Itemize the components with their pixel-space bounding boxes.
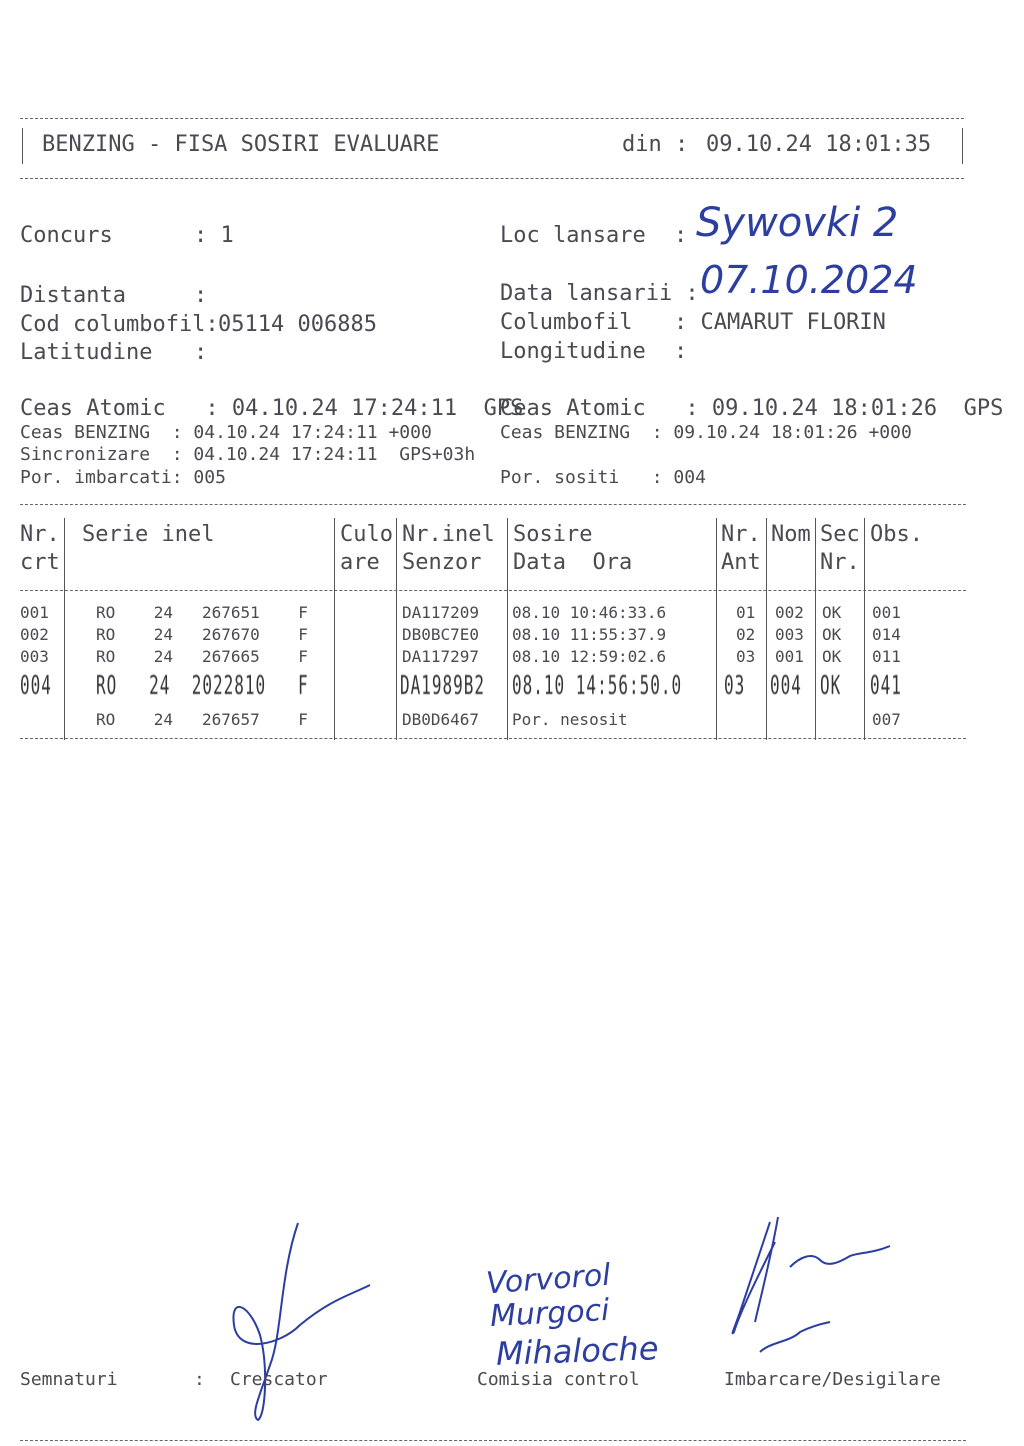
col-sep [716,518,717,740]
row-senzor: DB0BC7E0 [402,625,480,644]
col-sosire-header-2: Data Ora [513,550,633,575]
commission-name-2: Murgoci [489,1292,611,1335]
document-title: BENZING - FISA SOSIRI EVALUARE [42,132,440,157]
col-serie-header: Serie inel [82,522,215,547]
row-ant: 02 [736,625,756,644]
table-top-rule [20,504,966,505]
cod-columbofil-value: 05114 006885 [218,312,377,337]
sincronizare: Sincronizare : 04.10.24 17:24:11 GPS+03h [20,444,476,465]
col-inel-header-1: Nr.inel [402,522,495,547]
col-sep [334,518,335,740]
header-left-border [22,128,23,164]
col-sep [864,518,865,740]
row-obs: 007 [872,710,901,729]
table-bottom-rule [20,738,966,739]
header-bottom-rule [20,178,964,179]
row-ant: 01 [736,603,756,622]
row-senzor: DA117209 [402,603,480,622]
row-sec: OK [822,603,842,622]
longitudine-value: : [674,339,688,364]
col-ant-header-1: Nr. [721,522,761,547]
row-nr: 002 [20,625,49,644]
row-ant: 03 [724,669,746,701]
ceas-atomic-end: Ceas Atomic : 09.10.24 18:01:26 GPS [500,396,1004,421]
row-sosire: 08.10 14:56:50.0 [512,669,683,701]
header-right-border [962,128,963,164]
columbofil-value: : CAMARUT FLORIN [674,310,886,335]
col-nr-header-2: crt [20,550,60,575]
columbofil-label: Columbofil [500,310,633,335]
imbarcare-label: Imbarcare/Desigilare [724,1369,941,1390]
col-inel-header-2: Senzor [402,550,482,575]
latitudine-value: : [194,340,208,365]
row-ant: 03 [736,647,756,666]
porumbei-imbarcati: Por. imbarcati: 005 [20,467,226,488]
commission-name-1: Vorvorol [484,1257,612,1302]
loc-lansare-label: Loc lansare [500,223,646,248]
table-header-rule [20,590,966,591]
row-nr: 001 [20,603,49,622]
row-nr: 003 [20,647,49,666]
header-top-rule [20,118,964,119]
crescator-label: Crescator [230,1369,328,1390]
din-label: din : [622,132,689,157]
footer-rule [20,1440,966,1441]
row-sec: OK [822,647,842,666]
crescator-signature [220,1215,380,1425]
concurs-value: : 1 [194,223,234,248]
ceas-benzing-start: Ceas BENZING : 04.10.24 17:24:11 +000 [20,422,432,443]
comisia-label: Comisia control [477,1369,640,1390]
semnaturi-sep: : [194,1369,205,1390]
semnaturi-label: Semnaturi [20,1369,118,1390]
row-sosire: 08.10 12:59:02.6 [512,647,667,666]
col-sec-header-2: Nr. [820,550,860,575]
data-lansarii-handwritten: 07.10.2024 [700,258,918,302]
row-nom: 001 [775,647,804,666]
col-sep [396,518,397,740]
distanta-label: Distanta [20,283,126,308]
col-culoare-header-2: are [340,550,380,575]
row-nom: 003 [775,625,804,644]
concurs-label: Concurs [20,223,113,248]
col-nr-header-1: Nr. [20,522,60,547]
data-lansarii-label: Data lansarii : [500,281,699,306]
row-obs: 001 [872,603,901,622]
row-sec: OK [822,625,842,644]
commission-name-3: Mihaloche [495,1329,660,1373]
row-serie: RO 24 267651 F [96,603,308,622]
loc-lansare-sep: : [674,223,688,248]
row-sosire: 08.10 11:55:37.9 [512,625,667,644]
row-senzor: DB0D6467 [402,710,480,729]
row-sosire: Por. nesosit [512,710,628,729]
distanta-value: : [194,283,208,308]
col-ant-header-2: Ant [721,550,761,575]
col-sep [815,518,816,740]
row-serie: RO 24 267657 F [96,710,308,729]
col-sep [766,518,767,740]
row-sosire: 08.10 10:46:33.6 [512,603,667,622]
row-senzor: DA1989B2 [400,669,486,701]
col-culoare-header-1: Culo [340,522,393,547]
row-obs: 011 [872,647,901,666]
col-sec-header-1: Sec [820,522,860,547]
row-serie: RO 24 2022810 F [96,669,309,701]
ceas-benzing-end: Ceas BENZING : 09.10.24 18:01:26 +000 [500,422,912,443]
latitudine-label: Latitudine [20,340,153,365]
row-obs: 041 [870,669,902,701]
din-value: 09.10.24 18:01:35 [706,132,932,157]
col-nom-header: Nom [771,522,811,547]
row-serie: RO 24 267670 F [96,625,308,644]
porumbei-sositi: Por. sositi : 004 [500,467,706,488]
row-obs: 014 [872,625,901,644]
col-obs-header: Obs. [870,522,923,547]
col-sep [64,518,65,740]
loc-lansare-handwritten: Sywovki 2 [696,200,899,246]
row-sec: OK [820,669,842,701]
cod-columbofil-label: Cod columbofil: [20,312,219,337]
col-sep [507,518,508,740]
col-sosire-header-1: Sosire [513,522,593,547]
row-nom: 004 [770,669,802,701]
ceas-atomic-start: Ceas Atomic : 04.10.24 17:24:11 GPS [20,396,524,421]
row-nom: 002 [775,603,804,622]
row-serie: RO 24 267665 F [96,647,308,666]
longitudine-label: Longitudine [500,339,646,364]
control-signature [700,1212,920,1372]
row-senzor: DA117297 [402,647,480,666]
row-nr: 004 [20,669,52,701]
